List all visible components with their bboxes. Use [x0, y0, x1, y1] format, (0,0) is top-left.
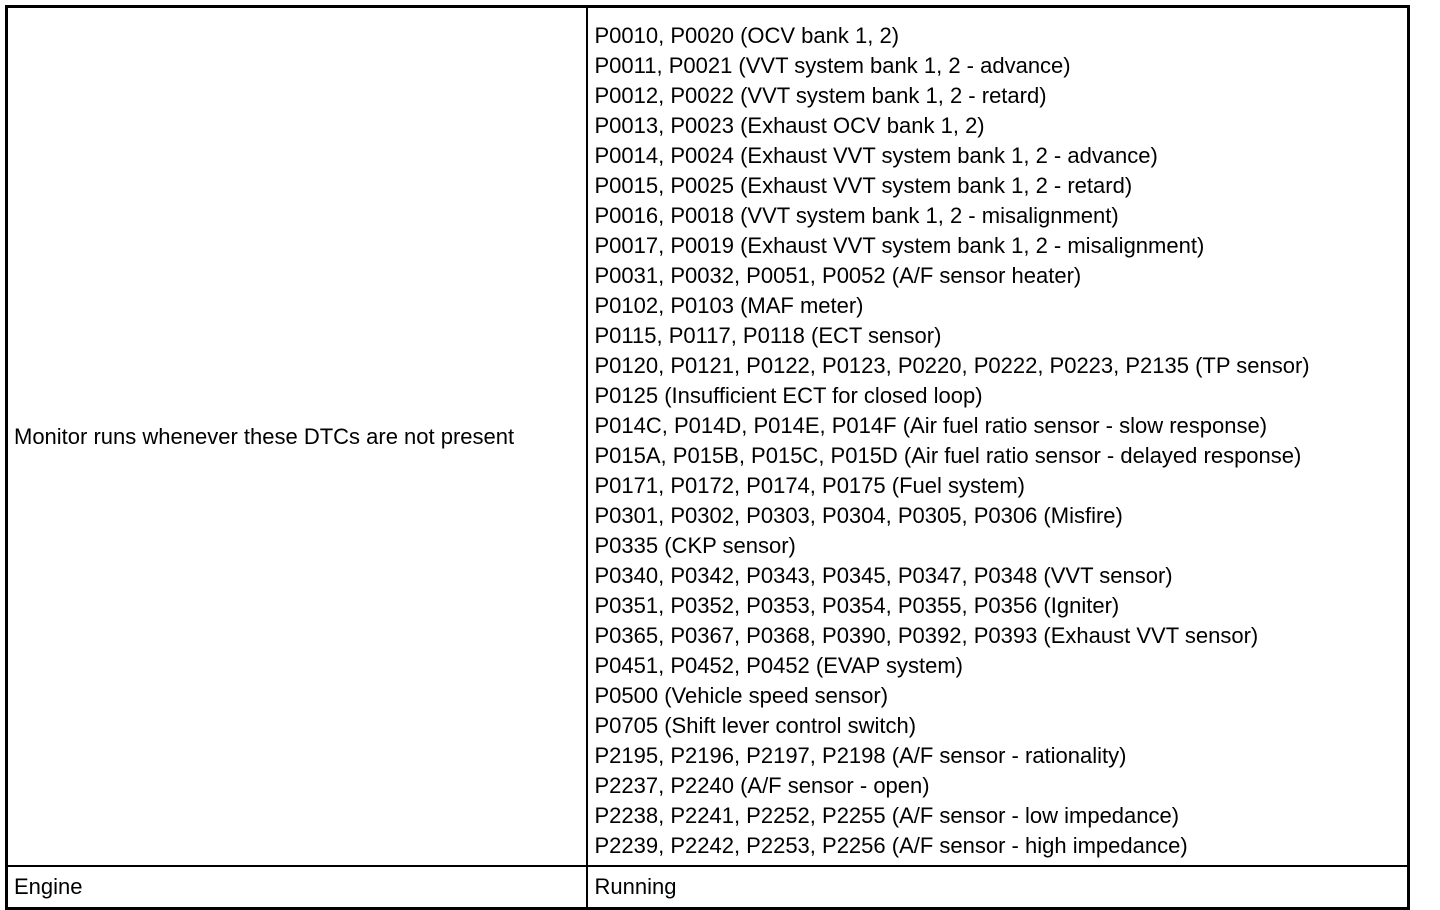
dtc-line: P0016, P0018 (VVT system bank 1, 2 - misalignment): [594, 203, 1119, 228]
dtc-line: P0015, P0025 (Exhaust VVT system bank 1, 2 - retard): [594, 173, 1133, 198]
table-row-engine: [7, 866, 1409, 909]
dtc-line: P0451, P0452, P0452 (EVAP system): [594, 653, 964, 678]
dtc-line: P2237, P2240 (A/F sensor - open): [594, 773, 930, 798]
table-row-dtc-conditions: [7, 7, 1409, 867]
dtc-line: P0351, P0352, P0353, P0354, P0355, P0356 (Igniter): [594, 593, 1120, 618]
dtc-line: P0335 (CKP sensor): [594, 533, 796, 558]
dtc-line: P0102, P0103 (MAF meter): [594, 293, 864, 318]
dtc-conditions-label: Monitor runs whenever these DTCs are not present: [14, 423, 515, 449]
dtc-line: P0031, P0032, P0051, P0052 (A/F sensor heater): [594, 263, 1082, 288]
dtc-list-cell: [587, 7, 1409, 867]
dtc-line: P0365, P0367, P0368, P0390, P0392, P0393 (Exhaust VVT sensor): [594, 623, 1259, 648]
dtc-line: P0011, P0021 (VVT system bank 1, 2 - advance): [594, 53, 1071, 78]
dtc-line: P0012, P0022 (VVT system bank 1, 2 - retard): [594, 83, 1047, 108]
engine-value: Running: [594, 874, 677, 899]
dtc-line: P0115, P0117, P0118 (ECT sensor): [594, 323, 942, 348]
dtc-line: P0705 (Shift lever control switch): [594, 713, 917, 738]
dtc-line: P015A, P015B, P015C, P015D (Air fuel ratio sensor - delayed response): [594, 443, 1302, 468]
dtc-line: P0171, P0172, P0174, P0175 (Fuel system): [594, 473, 1025, 498]
dtc-line: P0340, P0342, P0343, P0345, P0347, P0348 (VVT sensor): [594, 563, 1173, 588]
dtc-line: P014C, P014D, P014E, P014F (Air fuel ratio sensor - slow response): [594, 413, 1268, 438]
dtc-line: P0301, P0302, P0303, P0304, P0305, P0306 (Misfire): [594, 503, 1123, 528]
dtc-line: P0125 (Insufficient ECT for closed loop): [594, 383, 983, 408]
dtc-line: P2195, P2196, P2197, P2198 (A/F sensor - rationality): [594, 743, 1127, 768]
engine-value-cell: [587, 866, 1409, 909]
engine-label: Engine: [14, 874, 83, 899]
dtc-line: P2239, P2242, P2253, P2256 (A/F sensor - high impedance): [594, 833, 1188, 858]
dtc-line: P0120, P0121, P0122, P0123, P0220, P0222, P0223, P2135 (TP sensor): [594, 353, 1310, 378]
dtc-line: P0010, P0020 (OCV bank 1, 2): [594, 23, 900, 48]
dtc-line: P0500 (Vehicle speed sensor): [594, 683, 889, 708]
dtc-line: P2238, P2241, P2252, P2255 (A/F sensor - low impedance): [594, 803, 1180, 828]
dtc-conditions-label-cell: [7, 7, 587, 867]
dtc-line: P0014, P0024 (Exhaust VVT system bank 1, 2 - advance): [594, 143, 1158, 168]
engine-label-cell: [7, 866, 587, 909]
dtc-line: P0017, P0019 (Exhaust VVT system bank 1, 2 - misalignment): [594, 233, 1205, 258]
dtc-line: P0013, P0023 (Exhaust OCV bank 1, 2): [594, 113, 985, 138]
conditions-table: [5, 5, 1410, 910]
